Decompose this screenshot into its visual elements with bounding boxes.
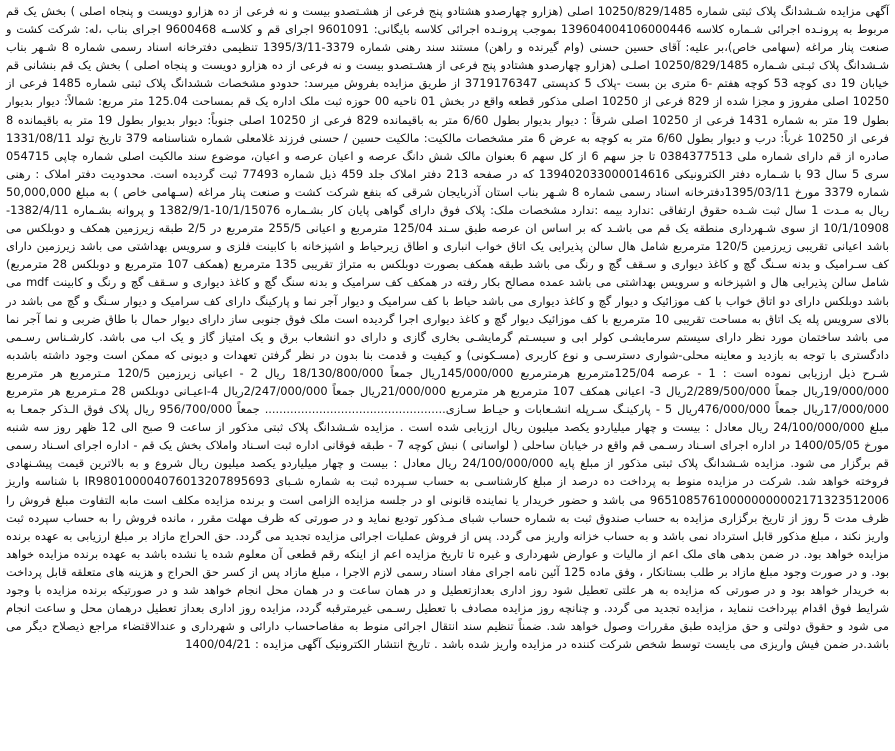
auction-notice-body: آگهی مزایده شـشدانگ پلاک ثبتی شماره 10250/829/1485 اصلی (هزارو چهارصدو هشتادو پنج فرعی از هشـتصدو بیست و نه فرعی از ده هزارو دویست و پنجاه اصلی ) بخش یک قم مربوط به پرونـده اجرائی شـماره کلاسه 139604004106000446 بموجب پرونـده اجرائی کلاسه بایگانی: 9601091 اجرای قم و کلاسـه 9600468 اجرای بناب ،له: شرکت کشت و صنعت پنار مراغه (سهامی خاص)،بر علیه: آقای حسین حسنی (وام گیرنده و راهن) مستند سند رهنی شماره 3379-1395/3/11 تنظیمی دفترخانه اسناد رسمی شماره 8 شـهر بناب شـشدانگ پلاک ثبـتی شـماره 10250/829/1485 اصلـی (هزارو چهارصدو هشتادو پنج فرعی از هشـتصدو بیست و نه فرعی از ده هزارو دویست و پنجاه اصلی ) بخش یک قم بنشانی قم خیابان 19 دی کوچه 53 کوچه هفتم -6 متری بن بست -پلاک 5 کدپستی 3719176347 از طریق مزایده بفروش میرسد: حدودو مشخصات ششدانگ پلاک ثبتی شماره 1485 فرعی از 10250 اصلی مفروز و مجزا شده از 829 فرعی از 10250 اصلی مذکور قطعه واقع در بخش 01 ناحیه 00 حوزه ثبت ملک اداره یک قم بمساحت 125.04 متر مربع: شمالاً: دیوار بدیوار بطول 19 متر به شماره 1431 فرعی از 10250 اصلی شرقاً : دیوار بدیوار بطول 6/60 متر به باقیمانده 829 فرعی از 10250 اصلی جنوباً: دیوار بدیوار بطول 19 متر به باقیمانده 8 فرعی از 10250 غرباً: درب و دیوار بطول 6/60 متر به کوچه به عرض 6 متر مشخصات مالکیت: مالکیت حسین / حسنی فرزند غلامعلی شماره شناسنامه 379 تاریخ تولد 1331/08/11 صادره از قم دارای شماره ملی 0384377513 تا جز سهم 6 از کل سهم 6 بعنوان مالک شش دانگ عرصه و اعیان عرصه و اعیان، موضوع سند مالکیت اصلی شماره چاپی 054715 سری 5 سال 93 با شـماره دفتر الکترونیکی 139402033000014616 که در صفحه 213 دفتر املاک جلد 459 ذیل شماره 77493 ثبت گردیده است. محدودیت دفتر املاک : رهنی شماره 3379 مورخ 1395/03/11دفترخانه اسناد رسمی شماره 8 شـهر بناب استان آذربایجان شرقی که بنفع شرکت کشت و صنعت پنار مراغه (سـهامی خاص ) به مبلغ 50,000,000 ریال به مـدت 1 سال ثبت شـده حقوق ارتفاقی :ندارد بیمه :ندارد مشخصات ملک: پلاک فوق دارای گواهی پایان کار بشـماره 10/1/15076-1382/9/1 و پروانه بشـماره 1382/4/11-10/1/10908 از سوی شـهرداری منطقه یک قم می باشـد که بر اساس ان عرصه طبق سـند 125/04 مترمربع و اعیانی 255/5 مترمربع در 2/5 طبقه زیرزمین همکف و دوبلکس می باشد اعیانی تقریبی زیرزمین 120/5 مترمربع شامل هال سالن پذیرایی یک اتاق خواب انباری و اطاق زیرحیاط و اشپزخانه با کابینت فلزی و سرویس بهداشتی می باشد زیرزمین دارای کف سـرامیک و بدنه سـنگ گچ و کاغذ دیواری و سـقف گچ و رنگ می باشد طبقه همکف بصورت دوبلکس به متراژ تقریبی 135 مترمربع (همکف 107 مترمربع و دوبلکس 28 مترمربع) شامل سالن پذیرایی هال و اشپزخانه و سرویس بهداشتی می باشد عمده مصالح بکار رفته در همکف کف سرامیک و بدنه سنگ گچ و کاغذ دیواری و سـقف گچ و رنگ و کابینت mdf می باشد دوبلکس دارای دو اتاق خواب با کف موزائیک و دیوار گچ و کاغذ دیواری می باشد حیاط با کف سرامیک و دیوار آجر نما و پارکینگ دارای کف سرامیک و دیوار سـنگ و گچ می باشد در بالای سرویس پله یک اتاق به مساحت تقریبی 10 مترمربع با کف موزائیک دیوار گچ و کاغذ دیواری اجرا گردیده است ملک فوق جنوبی ساز دارای دیوار حمال با طاق ضربی و نما آجر نما می باشد ساختمان مورد نظر دارای سیستم سرمایشـی کولر ابی و سیسـتم گرمایشـی بخاری گازی و دارای دو انشعاب برق و یک امتیاز گاز و یک اب می باشد. کارشـناس رسـمی دادگستری با توجه به بازدید و معاینه محلی-شواری دسترسـی و نوع کاربری (مسـکونی) و کیفیت و قدمت بنا بدون در نظر گرفتن تعهدات و دیونی که ممکن است وجود داشته باشدبه شـرح ذیل ارزیابی نموده است : 1 - عرصه 125/04مترمربع هرمترمربع 145/000/000ریال جمعاً 18/130/800/000 ریال 2 - اعیانی زیرزمین 120/5 مـترمربع هر مترمربع 19/000/000ریال جمعاً 2/289/500/000ریال 3- اعیانی همکف 107 مترمربع هر مترمربع 21/000/000ریال جمعاً 2/247/000/000ریال 4-اعیـانی دوبلکس 28 مـترمربع هر مترمربع 17/000/000ریال جمعاً 476/000/000ریال 5 - پارکینـگ سـرپله انشـعابات و حیـاط سـازی.................................................. جمعاً 956/700/000 ریال پلاک فوق الـذکر جمعـا به مبلغ 24/100/000/000 ریال معادل : بیست و چهار میلیاردو یکصد میلیون ریال ارزیابی شده است . مزایده شـشدانگ پلاک ثبتی مذکور از ساعت 9 صبح الی 12 ظهر روز سه شنبه مورخ 1400/05/05 در اداره اجرای اسـناد رسـمی قم واقع در خیابان ساحلی ( لواسانی ) نبش کوچه 7 - طبقه فوقانی اداره ثبت اسـناد واملاک بخش یک قم - اداره اجرای اسـناد رسمی قم برگزار می شود. مزایده شـشدانگ پلاک ثبتی مذکور از مبلغ پایه 24/100/000/000 ریال معادل : بیست و چهار میلیاردو یکصد میلیون ریال شروع و به بالاترین قیمت پیشـنهادی فروخته خواهد شد. شرکت در مزایده منوط به پرداخت ده درصد از مبلغ کارشناسـی به حساب سـپرده ثبت به شماره شـبای IR980100004076013207895693 با شناسه واریز 965108576100000000002171323512006 می باشد و حضور خریدار یا نماینده قانونی او در جلسه مزایده الزامی است و برنده مزایده مکلف است مابه التفاوت مبلغ فروش را ظرف مدت 5 روز از تاریخ برگزاری مزایده به حساب صندوق ثبت به شماره حساب شبای مـذکور تودیع نماید و در صورتی که ظرف مهلت مقرر ، مانده فروش را به حساب سپرده ثبت واریز نکند ، مبلغ مذکور قابل استرداد نمی باشد و به حساب خزانه واریز می گردد. پس از فروش عملیات اجرائی مزایده تجدید می گردد. حق الحراج مازاد بر مبلغ ارزیابی به عهده برنده مزایده خواهد بود. در ضمن بدهی های ملک اعم از مالیات و عوارض شهرداری و غیره تا تاریخ مزایده اعم از اینکه رقم قطعی آن معلوم شده یا نشده باشد به عهده برنده مزایده خواهد بود. و در صورت وجود مبلغ مازاد بر طلب بستانکار ، وفق ماده 125 آئین نامه اجرای مفاد اسناد رسمی لازم الاجرا ، مبلغ مازاد پس از کسر حق الحراج و هزینه های متعلقه قابل پرداخت به خریدار خواهد بود و در صورتی که مزایده به هر علتی تعطیل شود روز اداری بعدازتعطیل و در همان ساعت و در همان محل انجام خواهد شد و در صورتیکه برنده مزایده با وجود شرایط فوق اقدام بپرداخت ننماید ، مزایده تجدید می گردد. و چنانچه روز مزایده مصادف با تعطیل رسـمی غیرمترقبه گردد، مزایده روز اداری بعداز تعطیل درهمان محل و ساعت انجام می شود و حقوق دولتی و حق مزایده طبق مقررات وصول خواهد شد. ضمناً تنظیم سند انتقال اجرائی منوط به مفاصاحساب دارائی و شهرداری و عندالاقتضاء مراجع ذیصلاح دیگر می باشد.در ضمن فیش واریزی می بایست توسط شخص شرکت کننده در مزایده واریز شده باشد . تاریخ انتشار الکترونیک آگهی مزایده : 1400/04/21 xyxy=(6,4,890,652)
